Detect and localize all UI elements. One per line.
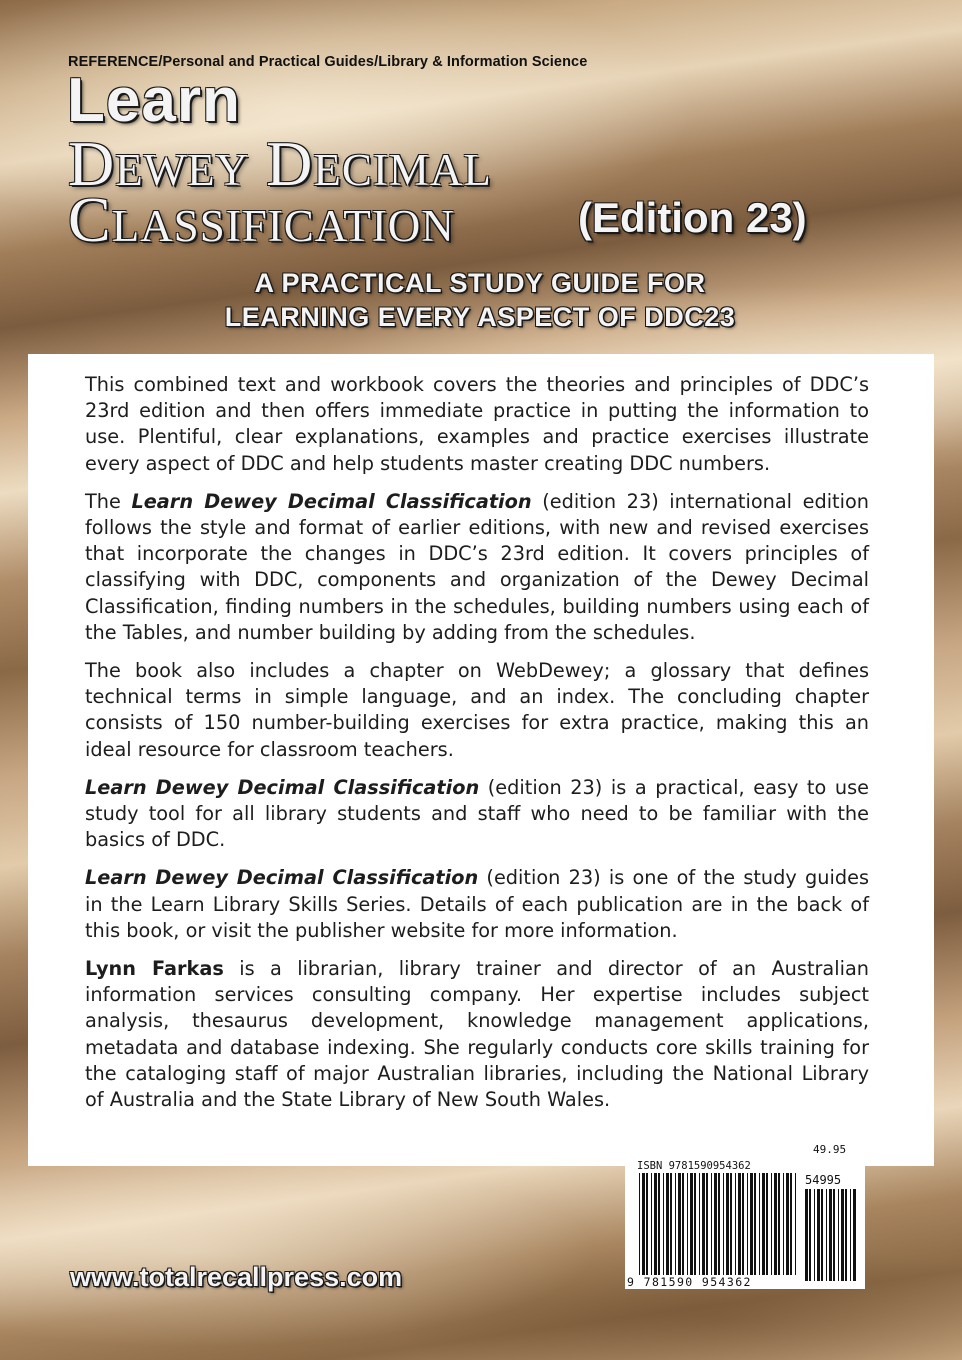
barcode-bar xyxy=(646,1173,648,1277)
blurb-paragraph-3: The book also includes a chapter on WebDewey; a glossary that defines technical terms in simple language, and an index. The concluding chapter consists of 150 number-building exercises for extra practice, making this an ideal resource for classroom teachers. xyxy=(85,659,869,761)
barcode-bar xyxy=(783,1173,784,1277)
barcode-bar xyxy=(762,1173,765,1277)
blurb-p5-post: (edition 23) is one of the study guides in the Learn Library Skills Series. Details of each publication are in the back of this book, or visit the publisher website for more information. xyxy=(85,866,869,942)
barcode-bar xyxy=(738,1173,741,1277)
barcode-bar xyxy=(718,1173,720,1277)
barcode-bar xyxy=(730,1173,732,1277)
barcode-bar xyxy=(771,1173,772,1277)
author-name: Lynn Farkas xyxy=(85,957,224,981)
barcode-bar xyxy=(829,1189,832,1281)
barcode-bar xyxy=(726,1173,729,1277)
barcode-bar xyxy=(778,1173,780,1277)
barcode-bar xyxy=(747,1173,748,1277)
barcode-bar xyxy=(735,1173,736,1277)
barcode-bar xyxy=(750,1173,753,1277)
price-label: 49.95 xyxy=(813,1143,847,1156)
subtitle xyxy=(100,266,860,334)
blurb-paragraph-2 xyxy=(85,489,869,646)
barcode-bar xyxy=(711,1173,712,1277)
barcode-bar xyxy=(682,1173,684,1277)
subtitle-line-2: LEARNING EVERY ASPECT OF DDC23 xyxy=(224,302,736,332)
barcode-bar xyxy=(663,1173,664,1277)
barcode-bar xyxy=(786,1173,789,1277)
barcode-bar xyxy=(694,1173,696,1277)
blurb-text xyxy=(85,372,869,1125)
barcode-addon xyxy=(805,1189,857,1281)
book-title-ref: Learn Dewey Decimal Classification xyxy=(85,866,479,890)
barcode-bar xyxy=(702,1173,705,1277)
barcode-bar xyxy=(670,1173,672,1277)
barcode-bar xyxy=(699,1173,700,1277)
barcode-bar xyxy=(690,1173,693,1277)
author-bio xyxy=(85,956,869,1113)
barcode-main xyxy=(639,1173,797,1277)
category-line: REFERENCE/Personal and Practical Guides/Library & Information Science xyxy=(68,54,588,70)
barcode-bar xyxy=(853,1189,856,1281)
barcode-box xyxy=(625,1143,865,1289)
book-title-ref: Learn Dewey Decimal Classification xyxy=(85,775,480,799)
author-bio-text: is a librarian, library trainer and director of an Australian information services consulting company. Her expertise includes subject analysis, thesaurus development, knowledge management applications, metadata and database indexing. She regularly conducts core skills training for the cataloging staff of major Australian libraries, including the National Library of Australia and the State Library of New South Wales. xyxy=(85,957,869,1112)
barcode-bar xyxy=(826,1189,827,1281)
edition-label: (Edition 23) xyxy=(578,194,807,241)
subtitle-line-1: A PRACTICAL STUDY GUIDE FOR xyxy=(254,268,706,298)
barcode-bar xyxy=(809,1189,811,1281)
barcode-bar xyxy=(754,1173,756,1277)
blurb-paragraph-4 xyxy=(85,775,869,854)
barcode-bar xyxy=(795,1173,796,1277)
blurb-paragraph-5 xyxy=(85,865,869,944)
blurb-p2-post: (edition 23) international edition follows the style and format of earlier editions, with new and revised exercises that incorporate the changes in DDC’s 23rd edition. It covers principles of classifying with DDC, components and organization of the Dewey Decimal Classification, finding numbers in the schedules, building numbers using each of the Tables, and number building by adding from the schedules. xyxy=(85,489,869,644)
barcode-bar xyxy=(805,1189,808,1281)
barcode-bar xyxy=(658,1173,660,1277)
barcode-bar xyxy=(723,1173,724,1277)
title-dewey-decimal: Dewey Decimal xyxy=(68,128,492,199)
barcode-bar xyxy=(654,1173,657,1277)
barcode-bar xyxy=(687,1173,688,1277)
barcode-bar xyxy=(817,1189,820,1281)
barcode-bar xyxy=(714,1173,717,1277)
blurb-p4-post: (edition 23) is a practical, easy to use study tool for all library students and staff who need to be familiar with the basics of DDC. xyxy=(85,775,869,852)
barcode-bar xyxy=(845,1189,847,1281)
barcode-bar xyxy=(814,1189,815,1281)
barcode-bar xyxy=(639,1173,640,1277)
barcode-bar xyxy=(759,1173,760,1277)
blurb-p2-pre: The xyxy=(85,489,132,513)
barcode-bar xyxy=(651,1173,652,1277)
publisher-website: www.totalrecallpress.com xyxy=(70,1262,403,1292)
barcode-bar xyxy=(678,1173,681,1277)
barcode-bar xyxy=(642,1173,645,1277)
barcode-bar xyxy=(706,1173,708,1277)
isbn-label: ISBN 9781590954362 xyxy=(637,1160,751,1172)
barcode-bar xyxy=(833,1189,835,1281)
barcode-bar xyxy=(742,1173,744,1277)
barcode-bar xyxy=(850,1189,851,1281)
book-title-ref: Learn Dewey Decimal Classification xyxy=(131,489,532,513)
barcode-bar xyxy=(666,1173,669,1277)
title-classification: Classification xyxy=(68,184,455,255)
barcode-bar xyxy=(766,1173,768,1277)
title-learn: Learn xyxy=(67,66,241,135)
barcode-bar xyxy=(675,1173,676,1277)
barcode-bar xyxy=(838,1189,839,1281)
blurb-paragraph-1: This combined text and workbook covers the theories and principles of DDC’s 23rd edition and then offers immediate practice in putting the information to use. Plentiful, clear explanations, examples and practice exercises illustrate every aspect of DDC and help students master creating DDC numbers. xyxy=(85,373,869,475)
barcode-bar xyxy=(774,1173,777,1277)
barcode-digits: 9 781590 954362 xyxy=(627,1275,802,1289)
barcode-bar xyxy=(841,1189,844,1281)
price-code: 54995 xyxy=(805,1173,842,1187)
barcode-bar xyxy=(821,1189,823,1281)
barcode-bar xyxy=(790,1173,792,1277)
